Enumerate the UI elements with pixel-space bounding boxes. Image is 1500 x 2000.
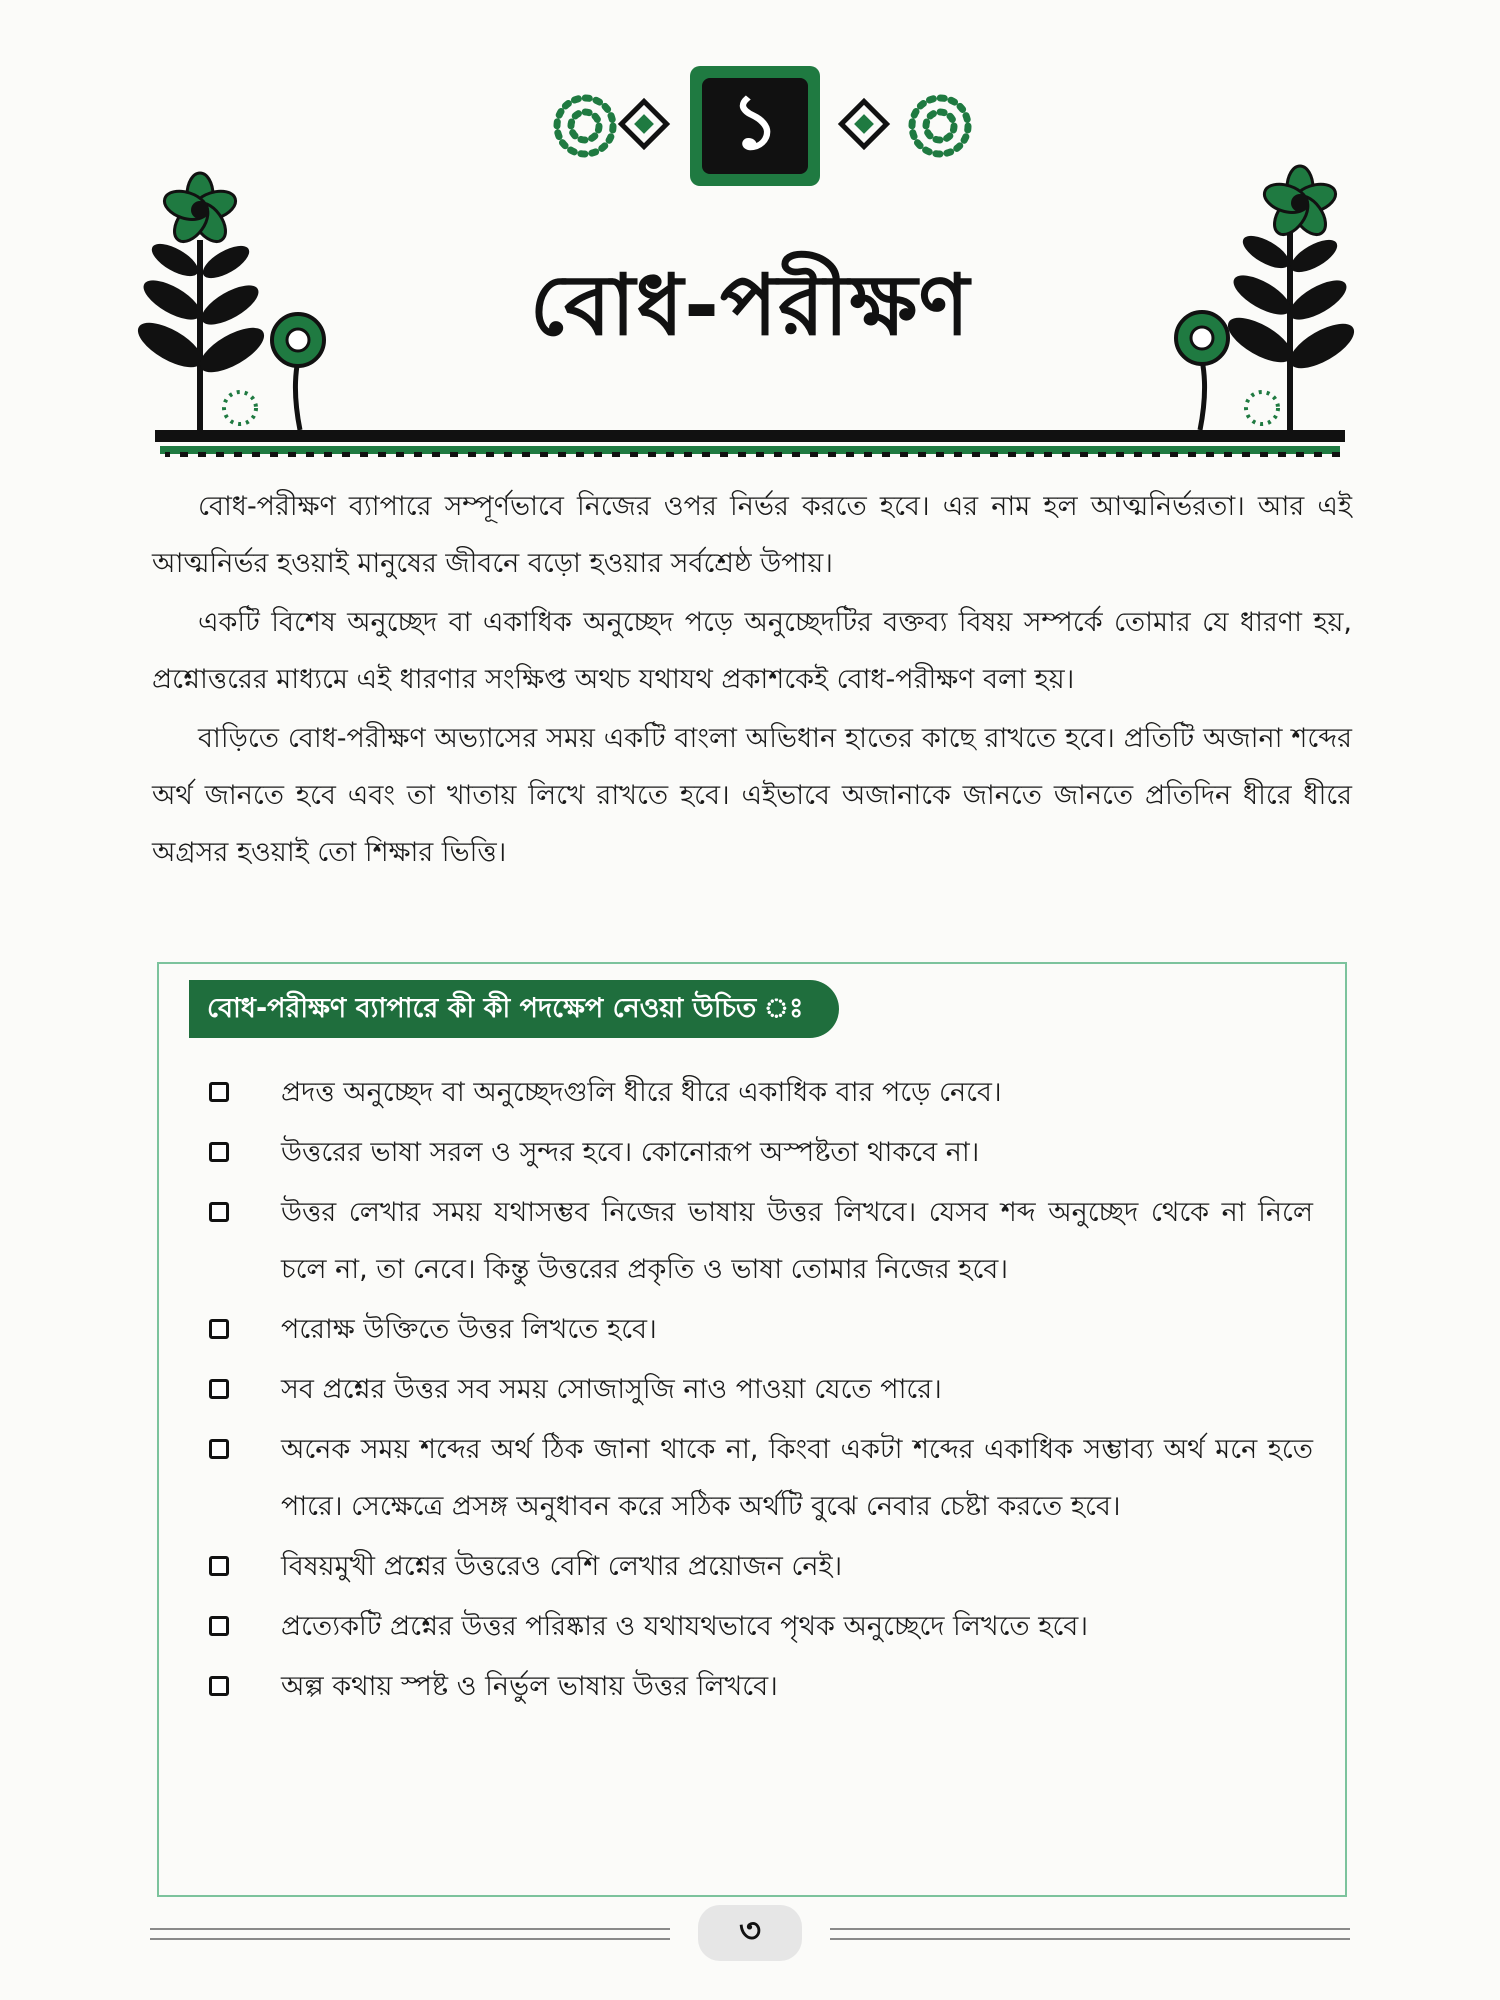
checkbox-icon	[209, 1082, 229, 1102]
list-item-text: বিষয়মুখী প্রশ্নের উত্তরেও বেশি লেখার প্রয়োজন নেই।	[281, 1551, 843, 1582]
list-item-text: প্রত্যেকটি প্রশ্নের উত্তর পরিষ্কার ও যথাযথভাবে পৃথক অনুচ্ছেদে লিখতে হবে।	[281, 1611, 1088, 1642]
page-footer	[150, 1905, 1350, 1965]
guidelines-box	[157, 962, 1347, 1897]
list-item	[197, 1301, 1313, 1358]
list-item-text: উত্তরের ভাষা সরল ও সুন্দর হবে। কোনোরূপ অস্পষ্টতা থাকবে না।	[281, 1137, 980, 1168]
intro-paragraph: বোধ-পরীক্ষণ ব্যাপারে সম্পূর্ণভাবে নিজের ওপর নির্ভর করতে হবে। এর নাম হল আত্মনির্ভরতা। আর এই আত্মনির্ভর হওয়াই মানুষের জীবনে বড়ো হওয়ার সর্বশ্রেষ্ঠ উপায়।	[152, 491, 1352, 579]
footer-rule-right	[830, 1928, 1350, 1940]
list-item-text: অল্প কথায় স্পষ্ট ও নির্ভুল ভাষায় উত্তর লিখবে।	[281, 1671, 778, 1702]
guidelines-list	[197, 1064, 1313, 1718]
checkbox-icon	[209, 1676, 229, 1696]
list-item-text: প্রদত্ত অনুচ্ছেদ বা অনুচ্ছেদগুলি ধীরে ধীরে একাধিক বার পড়ে নেবে।	[281, 1077, 1002, 1108]
checkbox-icon	[209, 1142, 229, 1162]
chapter-number: ১	[730, 76, 780, 166]
left-flower-plant-icon	[131, 173, 324, 430]
list-item	[197, 1124, 1313, 1181]
list-item-text: পরোক্ষ উক্তিতে উত্তর লিখতে হবে।	[281, 1314, 657, 1345]
page-title: বোধ-পরীক্ষণ	[529, 255, 971, 354]
checkbox-icon	[209, 1616, 229, 1636]
right-flower-plant-icon	[1176, 166, 1361, 430]
footer-rule-left	[150, 1928, 670, 1940]
chapter-header	[0, 0, 1500, 480]
list-item-text: অনেক সময় শব্দের অর্থ ঠিক জানা থাকে না, কিংবা একটা শব্দের একাধিক সম্ভাব্য অর্থ মনে হতে পারে। সেক্ষেত্রে প্রসঙ্গ অনুধাবন করে সঠিক অর্থটি বুঝে নেবার চেষ্টা করতে হবে।	[281, 1434, 1313, 1522]
list-item-text: সব প্রশ্নের উত্তর সব সময় সোজাসুজি নাও পাওয়া যেতে পারে।	[281, 1374, 942, 1405]
checkbox-icon	[209, 1319, 229, 1339]
checkbox-icon	[209, 1439, 229, 1459]
intro-text	[152, 478, 1352, 883]
checkbox-icon	[209, 1379, 229, 1399]
list-item	[197, 1598, 1313, 1655]
intro-paragraph: বাড়িতে বোধ-পরীক্ষণ অভ্যাসের সময় একটি বাংলা অভিধান হাতের কাছে রাখতে হবে। প্রতিটি অজানা শব্দের অর্থ জানতে হবে এবং তা খাতায় লিখে রাখতে হবে। এইভাবে অজানাকে জানতে জানতে প্রতিদিন ধীরে ধীরে অগ্রসর হওয়াই তো শিক্ষার ভিত্তি।	[152, 723, 1352, 868]
checkbox-icon	[209, 1556, 229, 1576]
list-item	[197, 1184, 1313, 1298]
list-item-text: উত্তর লেখার সময় যথাসম্ভব নিজের ভাষায় উত্তর লিখবে। যেসব শব্দ অনুচ্ছেদ থেকে না নিলে চলে না, তা নেবে। কিন্তু উত্তরের প্রকৃতি ও ভাষা তোমার নিজের হবে।	[281, 1197, 1313, 1285]
page-number: ৩	[698, 1905, 802, 1961]
list-item	[197, 1421, 1313, 1535]
list-item	[197, 1538, 1313, 1595]
intro-paragraph: একটি বিশেষ অনুচ্ছেদ বা একাধিক অনুচ্ছেদ পড়ে অনুচ্ছেদটির বক্তব্য বিষয় সম্পর্কে তোমার যে ধারণা হয়, প্রশ্নোত্তরের মাধ্যমে এই ধারণার সংক্ষিপ্ত অথচ যথাযথ প্রকাশকেই বোধ-পরীক্ষণ বলা হয়।	[152, 607, 1352, 695]
header-ground-bar	[155, 430, 1345, 442]
list-item	[197, 1658, 1313, 1715]
list-item	[197, 1064, 1313, 1121]
guidelines-heading: বোধ-পরীক্ষণ ব্যাপারে কী কী পদক্ষেপ নেওয়া উচিত ঃ	[189, 980, 839, 1038]
list-item	[197, 1361, 1313, 1418]
checkbox-icon	[209, 1202, 229, 1222]
